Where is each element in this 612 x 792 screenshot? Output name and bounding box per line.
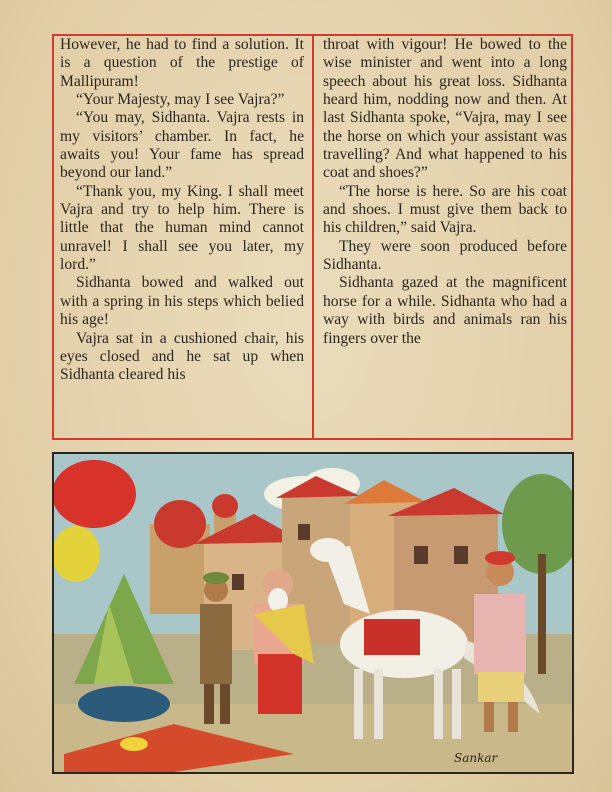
paragraph: Sidhanta bowed and walked out with a spring in his steps which belied his age! [60,274,304,329]
paragraph: “Thank you, my King. I shall meet Vajra and try to help him. There is little that the human mind cannot unravel! I shall see you later, my lord.” [60,182,304,274]
artist-signature: Sankar [454,751,498,765]
flowering-tree [54,460,136,528]
yellow-bird [120,737,148,751]
plant-pot [78,686,170,722]
paragraph: Vajra sat in a cushioned chair, his eyes closed and he sat up when Sidhanta cleared his [60,329,304,384]
servant-leg [220,684,230,724]
paragraph: throat with vigour! He bowed to the wise minister and went into a long speech about his great loss. Sidhanta heard him, nodding now and then. At last Sidhanta spoke, “Vajra, may I see the horse on which your assistant was travelling? And what happened to his coat and shoes?” [323,36,567,182]
paragraph: Sidhanta gazed at the magnificent horse for a while. Sidhanta who had a way with birds and animals ran his fingers over the [323,274,567,347]
paragraph: “The horse is here. So are his coat and shoes. I must give them back to his children,” said Vajra. [323,182,567,237]
paragraph: “Your Majesty, may I see Vajra?” [76,91,285,109]
column-divider [312,34,314,440]
story-illustration [52,452,574,774]
vajra-figure [474,594,526,674]
window [454,546,468,564]
horse-leg [354,669,363,739]
horse-leg [374,669,383,739]
horse-saddle [364,619,420,655]
window [298,524,310,540]
vajra-leg [484,702,494,732]
vajra-turban [485,551,515,565]
horse-head [310,538,346,562]
sidhanta-dhoti [258,654,302,714]
left-text-column [60,36,304,438]
horse-leg [452,669,461,739]
window [414,546,428,564]
right-text-column [323,36,567,438]
horse-leg [434,669,443,739]
paragraph: They were soon produced before Sidhanta. [323,237,567,274]
paragraph: However, he had to find a solution. It is a question of the prestige of Mallipuram! [60,36,304,90]
tree-trunk [538,554,546,674]
paragraph: “You may, Sidhanta. Vajra rests in my visitors’ chamber. In fact, he awaits you! Your fame has spread beyond our land.” [60,109,304,182]
window [232,574,244,590]
vajra-dhoti [478,672,524,702]
palace-dome [154,500,206,548]
servant-turban [203,572,229,584]
palace-dome [212,494,238,518]
servant-figure [200,604,232,684]
vajra-leg [508,702,518,732]
flowering-tree [54,526,100,582]
servant-leg [204,684,214,724]
